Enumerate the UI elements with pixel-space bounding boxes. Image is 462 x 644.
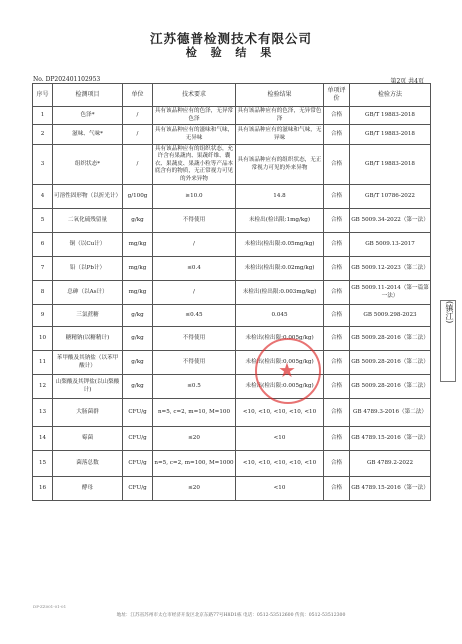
- cell-item: 菌落总数: [53, 451, 123, 477]
- cell-no: 11: [33, 351, 53, 375]
- table-row: [33, 477, 431, 501]
- cell-requirement: ≤20: [153, 427, 236, 451]
- cell-result: <10: [236, 427, 324, 451]
- cell-method: GB/T 19883-2018: [350, 125, 431, 145]
- cell-no: 16: [33, 477, 53, 501]
- cell-requirement: 不得使用: [153, 209, 236, 233]
- cell-no: 8: [33, 281, 53, 305]
- cell-requirement: 具有该品种应有的组织状态，允许含有果蔬肉、果蔬纤维、囊衣、果蔬皮、果蔬小粒等产品本底含有的物质，无正常视力可见的外来异物: [153, 145, 236, 185]
- cell-no: 10: [33, 327, 53, 351]
- cell-result: 具有该品种应有的滋味和气味，无异味: [236, 125, 324, 145]
- cell-no: 3: [33, 145, 53, 185]
- cell-result: <10, <10, <10, <10, <10: [236, 451, 324, 477]
- cell-item: 铜（以Cu计）: [53, 233, 123, 257]
- results-table: [32, 83, 431, 501]
- cell-evaluation: 合格: [324, 351, 350, 375]
- cell-evaluation: 合格: [324, 185, 350, 209]
- cell-unit: mg/kg: [123, 233, 153, 257]
- cell-unit: g/kg: [123, 351, 153, 375]
- cell-evaluation: 合格: [324, 107, 350, 125]
- cell-result: 0.045: [236, 305, 324, 327]
- cell-method: GB 4789.15-2016（第一法）: [350, 427, 431, 451]
- cell-unit: mg/kg: [123, 281, 153, 305]
- cell-method: GB/T 19883-2018: [350, 107, 431, 125]
- table-row: [33, 281, 431, 305]
- table-row: [33, 185, 431, 209]
- table-row: [33, 125, 431, 145]
- cell-evaluation: 合格: [324, 257, 350, 281]
- cell-method: GB 5009.28-2016（第二法）: [350, 375, 431, 399]
- cell-evaluation: 合格: [324, 145, 350, 185]
- cell-unit: /: [123, 107, 153, 125]
- cell-method: GB/T 10786-2022: [350, 185, 431, 209]
- cell-evaluation: 合格: [324, 427, 350, 451]
- cell-unit: g/kg: [123, 375, 153, 399]
- cell-item: 可溶性固形物（以折光计）: [53, 185, 123, 209]
- cell-requirement: /: [153, 281, 236, 305]
- cell-result: <10: [236, 477, 324, 501]
- cell-method: GB 4789.15-2016（第一法）: [350, 477, 431, 501]
- cell-requirement: /: [153, 233, 236, 257]
- cell-evaluation: 合格: [324, 375, 350, 399]
- col-header-requirement: 技术要求: [153, 84, 236, 107]
- page-indicator: 第2页 共4页: [390, 78, 424, 85]
- cell-method: GB 5009.34-2022（第一法）: [350, 209, 431, 233]
- table-row: [33, 257, 431, 281]
- cell-result: 14.8: [236, 185, 324, 209]
- report-number: No. DP202401102953: [33, 76, 101, 83]
- cell-evaluation: 合格: [324, 233, 350, 257]
- cell-method: GB 5009.11-2014（第一篇第一法）: [350, 281, 431, 305]
- cell-unit: CFU/g: [123, 399, 153, 427]
- table-row: [33, 145, 431, 185]
- col-header-item: 检测项目: [53, 84, 123, 107]
- cell-requirement: n=5, c=2, m=100, M=1000: [153, 451, 236, 477]
- cell-unit: mg/kg: [123, 257, 153, 281]
- cell-result: 具有该品种应有的色泽，无异常色泽: [236, 107, 324, 125]
- cell-result: 未检出(检出限:0.003mg/kg): [236, 281, 324, 305]
- side-seal-mark: (镇江): [440, 300, 456, 382]
- table-row: [33, 451, 431, 477]
- page-title: 检 验 结 果: [185, 46, 277, 59]
- cell-requirement: ≤0.5: [153, 375, 236, 399]
- table-row: [33, 351, 431, 375]
- cell-unit: g/100g: [123, 185, 153, 209]
- cell-unit: CFU/g: [123, 477, 153, 501]
- seal-star-icon: ★: [278, 358, 296, 382]
- cell-unit: /: [123, 125, 153, 145]
- col-header-method: 检验方法: [350, 84, 431, 107]
- cell-requirement: 具有该品种应有的色泽，无异常色泽: [153, 107, 236, 125]
- cell-evaluation: 合格: [324, 477, 350, 501]
- cell-unit: CFU/g: [123, 451, 153, 477]
- cell-unit: g/kg: [123, 305, 153, 327]
- cell-item: 色泽*: [53, 107, 123, 125]
- cell-result: 未检出(检出限:0.05mg/kg): [236, 233, 324, 257]
- cell-result: 未检出(检出限:1mg/kg): [236, 209, 324, 233]
- cell-method: GB 5009.28-2016（第二法）: [350, 351, 431, 375]
- cell-item: 三氯蔗糖: [53, 305, 123, 327]
- footer-address: 地址：江苏省苏州市太仓市经济开发区北京东路77号H8D1栋 电话：0512-53512600 传真：0512-53512300: [116, 613, 346, 618]
- cell-requirement: ≤0.4: [153, 257, 236, 281]
- col-header-evaluation: 单项评价: [324, 84, 350, 107]
- cell-no: 7: [33, 257, 53, 281]
- cell-item: 糖精钠(以糖精计): [53, 327, 123, 351]
- cell-result: 未检出(检出限:0.005g/kg): [236, 351, 324, 375]
- cell-no: 15: [33, 451, 53, 477]
- cell-item: 滋味、气味*: [53, 125, 123, 145]
- table-row: [33, 399, 431, 427]
- cell-item: 铅（以Pb计）: [53, 257, 123, 281]
- cell-method: GB/T 19883-2018: [350, 145, 431, 185]
- cell-evaluation: 合格: [324, 451, 350, 477]
- col-header-result: 检验结果: [236, 84, 324, 107]
- cell-method: GB 4789.2-2022: [350, 451, 431, 477]
- col-header-no: 序号: [33, 84, 53, 107]
- cell-evaluation: 合格: [324, 327, 350, 351]
- cell-no: 2: [33, 125, 53, 145]
- cell-no: 12: [33, 375, 53, 399]
- cell-evaluation: 合格: [324, 305, 350, 327]
- cell-item: 酵母: [53, 477, 123, 501]
- cell-method: GB 5009.298-2023: [350, 305, 431, 327]
- cell-requirement: n=5, c=2, m=10, M=100: [153, 399, 236, 427]
- cell-no: 4: [33, 185, 53, 209]
- cell-no: 14: [33, 427, 53, 451]
- table-header-row: [33, 84, 431, 107]
- cell-no: 13: [33, 399, 53, 427]
- cell-result: 未检出(检出限:0.005g/kg): [236, 327, 324, 351]
- cell-evaluation: 合格: [324, 399, 350, 427]
- cell-requirement: ≥10.0: [153, 185, 236, 209]
- table-row: [33, 233, 431, 257]
- cell-unit: CFU/g: [123, 427, 153, 451]
- cell-item: 苯甲酸及其钠盐（以苯甲酸计）: [53, 351, 123, 375]
- table-row: [33, 375, 431, 399]
- cell-item: 山梨酸及其钾盐(以山梨酸计): [53, 375, 123, 399]
- cell-item: 二氧化硫残留量: [53, 209, 123, 233]
- cell-result: <10, <10, <10, <10, <10: [236, 399, 324, 427]
- cell-requirement: 不得使用: [153, 351, 236, 375]
- official-seal: [255, 338, 321, 404]
- cell-item: 组织状态*: [53, 145, 123, 185]
- cell-requirement: ≤0.45: [153, 305, 236, 327]
- table-row: [33, 427, 431, 451]
- cell-method: GB 5009.12-2023（第二法）: [350, 257, 431, 281]
- cell-item: 霉菌: [53, 427, 123, 451]
- table-row: [33, 327, 431, 351]
- cell-method: GB 4789.3-2016（第二法）: [350, 399, 431, 427]
- cell-evaluation: 合格: [324, 281, 350, 305]
- cell-method: GB 5009.13-2017: [350, 233, 431, 257]
- cell-unit: g/kg: [123, 209, 153, 233]
- cell-evaluation: 合格: [324, 125, 350, 145]
- form-code: DP-ZZ001-01-01: [33, 604, 67, 609]
- cell-requirement: 具有该品种应有的滋味和气味，无异味: [153, 125, 236, 145]
- cell-no: 5: [33, 209, 53, 233]
- cell-no: 1: [33, 107, 53, 125]
- cell-requirement: 不得使用: [153, 327, 236, 351]
- cell-result: 未检出(检出限:0.005g/kg): [236, 375, 324, 399]
- company-name: 江苏德普检测技术有限公司: [149, 31, 312, 46]
- cell-unit: /: [123, 145, 153, 185]
- cell-unit: g/kg: [123, 327, 153, 351]
- cell-item: 大肠菌群: [53, 399, 123, 427]
- cell-no: 6: [33, 233, 53, 257]
- cell-requirement: ≤20: [153, 477, 236, 501]
- table-row: [33, 107, 431, 125]
- cell-method: GB 5009.28-2016（第二法）: [350, 327, 431, 351]
- table-row: [33, 209, 431, 233]
- table-row: [33, 305, 431, 327]
- cell-result: 具有该品种应有的组织状态，无正常视力可见的外来异物: [236, 145, 324, 185]
- col-header-unit: 单位: [123, 84, 153, 107]
- cell-result: 未检出(检出限:0.02mg/kg): [236, 257, 324, 281]
- cell-no: 9: [33, 305, 53, 327]
- cell-evaluation: 合格: [324, 209, 350, 233]
- cell-item: 总砷（以As计）: [53, 281, 123, 305]
